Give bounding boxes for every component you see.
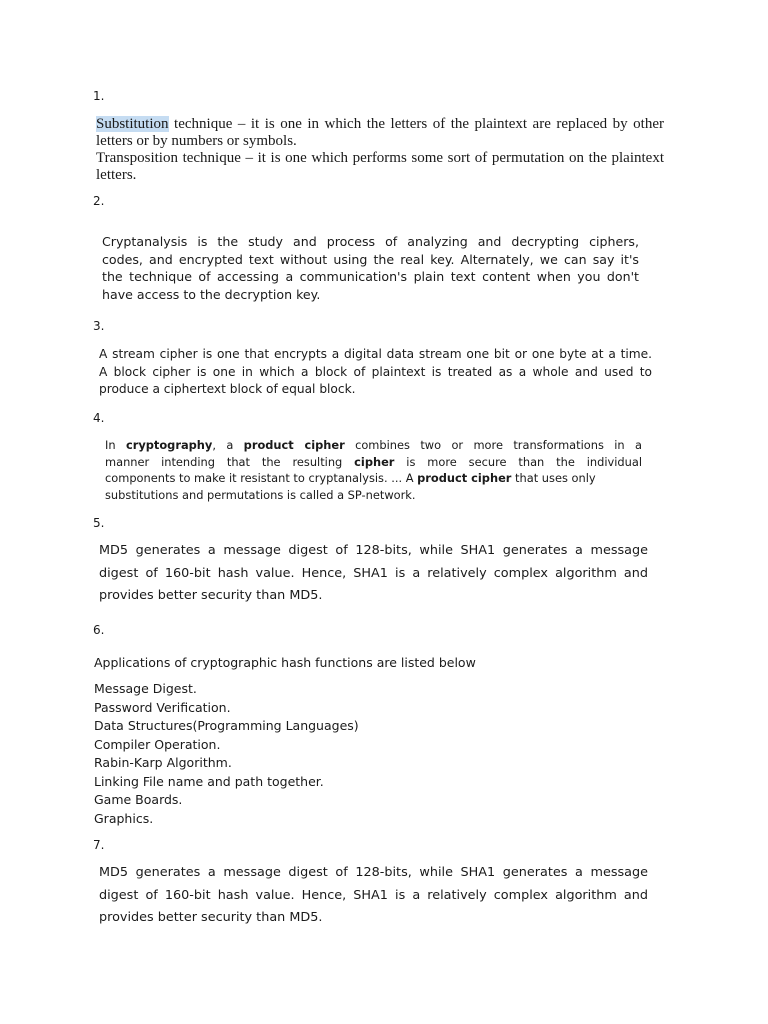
answer-3-line-1: A stream cipher is one that encrypts a digital data stream one bit or one byte at a time. [99,347,652,361]
item-number-6: 6. [93,623,105,637]
answer-1-line-3: Transposition technique – it is one which performs some sort of permutation on the plaintext [96,150,664,166]
answer-3-line-3: produce a ciphertext block of equal block. [99,382,356,396]
list-item: Compiler Operation. [94,736,221,752]
list-item: Linking File name and path together. [94,773,324,789]
answer-1-line-4: letters. [96,167,137,183]
answer-5 [99,540,648,608]
answer-7-line-2: digest of 160-bit hash value. Hence, SHA1 is a relatively complex algorithm and [99,887,648,903]
answer-5-line-3: provides better security than MD5. [99,588,323,603]
answer-4 [105,437,642,503]
answer-3 [99,346,652,399]
answer-7 [99,862,648,930]
answer-4-line-2: manner intending that the resulting cipher is more secure than the individual [105,454,642,469]
list-item: Message Digest. [94,681,197,696]
answer-4-line-1: In cryptography, a product cipher combines two or more transformations in a [105,438,642,452]
list-item: Password Verification. [94,699,231,715]
item-number-2: 2. [93,194,105,208]
item-number-4: 4. [93,411,105,425]
answer-2-line-2: codes, and encrypted text without using the real key. Alternately, we can say it's [102,251,639,267]
answer-1-line-2: letters or by numbers or symbols. [96,133,297,149]
answer-1 [96,116,664,184]
list-item: Game Boards. [94,792,183,807]
answer-4-line-4: substitutions and permutations is called a SP-network. [105,487,416,502]
answer-5-line-1: MD5 generates a message digest of 128-bits, while SHA1 generates a message [99,543,648,558]
answer-7-line-1: MD5 generates a message digest of 128-bits, while SHA1 generates a message [99,865,648,880]
item-number-3: 3. [93,319,105,333]
list-item: Rabin-Karp Algorithm. [94,755,232,770]
answer-2-line-1: Cryptanalysis is the study and process of analyzing and decrypting ciphers, [102,234,639,249]
highlighted-term: Substitution [96,116,169,132]
answer-1-line-1: Substitution technique – it is one in which the letters of the plaintext are replaced by other [96,116,664,132]
item-number-5: 5. [93,516,105,530]
answer-3-line-2: A block cipher is one in which a block of plaintext is treated as a whole and used to [99,364,652,379]
answer-6-intro: Applications of cryptographic hash functions are listed below [94,655,476,670]
answer-2 [102,233,639,303]
answer-5-line-2: digest of 160-bit hash value. Hence, SHA1 is a relatively complex algorithm and [99,565,648,581]
answer-2-line-3: the technique of accessing a communication's plain text content when you don't [102,269,639,284]
answer-2-line-4: have access to the decryption key. [102,286,321,302]
list-item: Data Structures(Programming Languages) [94,718,359,733]
hash-applications-list [94,680,359,828]
item-number-7: 7. [93,838,105,852]
answer-4-line-3: components to make it resistant to cryptanalysis. ... A product cipher that uses only [105,471,596,485]
answer-7-line-3: provides better security than MD5. [99,910,323,925]
list-item: Graphics. [94,810,154,826]
item-number-1: 1. [93,89,105,103]
